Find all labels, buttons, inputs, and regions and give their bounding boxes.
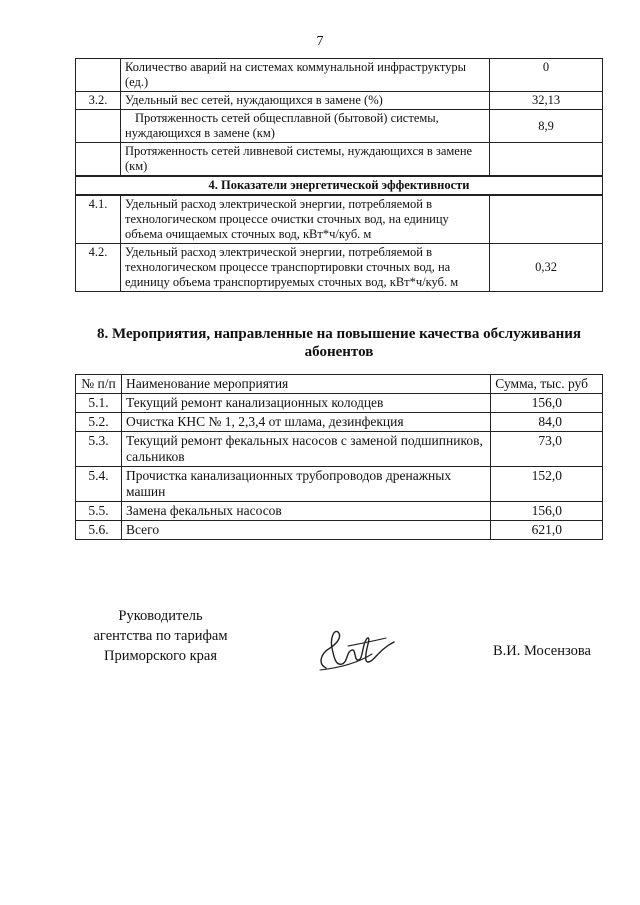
row-sum: 152,0 bbox=[491, 467, 603, 502]
row-value: 8,9 bbox=[490, 110, 603, 143]
signer-title bbox=[78, 606, 243, 666]
table-row bbox=[76, 195, 603, 244]
row-number bbox=[76, 59, 121, 92]
header-sum: Сумма, тыс. руб bbox=[491, 375, 603, 394]
row-value bbox=[490, 143, 603, 177]
page-number: 7 bbox=[316, 34, 324, 49]
row-number: 4.1. bbox=[76, 195, 121, 244]
row-number: 5.5. bbox=[76, 502, 122, 521]
table-header-row bbox=[76, 375, 603, 394]
row-sum: 156,0 bbox=[491, 502, 603, 521]
table-row bbox=[76, 502, 603, 521]
row-description: Удельный расход электрической энергии, потребляемой в технологическом процессе очистки сточных вод, на единицу объема очищаемых сточных вод, кВт*ч/куб. м bbox=[121, 195, 490, 244]
header-name: Наименование мероприятия bbox=[122, 375, 491, 394]
row-number bbox=[76, 110, 121, 143]
row-name: Прочистка канализационных трубопроводов дренажных машин bbox=[122, 467, 491, 502]
table-row bbox=[76, 59, 603, 92]
row-value bbox=[490, 195, 603, 244]
row-name: Текущий ремонт канализационных колодцев bbox=[122, 394, 491, 413]
row-description: Протяженность сетей общесплавной (бытовой) системы, нуждающихся в замене (км) bbox=[121, 110, 490, 143]
row-number: 5.3. bbox=[76, 432, 122, 467]
row-number: 5.2. bbox=[76, 413, 122, 432]
handwritten-signature-icon bbox=[308, 624, 403, 684]
table-row bbox=[76, 413, 603, 432]
signature-drawing bbox=[308, 624, 403, 679]
signer-title-line: агентства по тарифам bbox=[93, 628, 228, 644]
indicators-table bbox=[75, 58, 603, 292]
row-value: 32,13 bbox=[490, 92, 603, 110]
row-name: Замена фекальных насосов bbox=[122, 502, 491, 521]
table-row bbox=[76, 92, 603, 110]
table-row bbox=[76, 467, 603, 502]
table-row bbox=[76, 521, 603, 540]
table-row bbox=[76, 432, 603, 467]
table-row bbox=[76, 394, 603, 413]
row-description: Протяженность сетей ливневой системы, нуждающихся в замене (км) bbox=[121, 143, 490, 177]
row-number: 4.2. bbox=[76, 244, 121, 292]
section-heading: 4. Показатели энергетической эффективности bbox=[76, 176, 603, 195]
row-name: Текущий ремонт фекальных насосов с заменой подшипников, сальников bbox=[122, 432, 491, 467]
row-value: 0 bbox=[490, 59, 603, 92]
row-number bbox=[76, 143, 121, 177]
signer-title-line: Руководитель bbox=[118, 608, 203, 624]
row-value: 0,32 bbox=[490, 244, 603, 292]
measures-table bbox=[75, 374, 603, 540]
signer-name: В.И. Мосензова bbox=[493, 643, 591, 659]
row-name: Всего bbox=[122, 521, 491, 540]
row-number: 3.2. bbox=[76, 92, 121, 110]
section-heading-row bbox=[76, 176, 603, 195]
header-number: № п/п bbox=[76, 375, 122, 394]
signer-title-line: Приморского края bbox=[103, 648, 217, 664]
row-number: 5.6. bbox=[76, 521, 122, 540]
row-sum: 73,0 bbox=[491, 432, 603, 467]
row-description: Удельный расход электрической энергии, потребляемой в технологическом процессе транспортировки сточных вод, на единицу объема транспортируемых сточных вод, кВт*ч/куб. м bbox=[121, 244, 490, 292]
table-row bbox=[76, 244, 603, 292]
row-number: 5.4. bbox=[76, 467, 122, 502]
table-row bbox=[76, 110, 603, 143]
table-row bbox=[76, 143, 603, 177]
row-sum: 621,0 bbox=[491, 521, 603, 540]
row-number: 5.1. bbox=[76, 394, 122, 413]
row-description: Удельный вес сетей, нуждающихся в замене (%) bbox=[121, 92, 490, 110]
row-name: Очистка КНС № 1, 2,3,4 от шлама, дезинфекция bbox=[122, 413, 491, 432]
section-8-title: 8. Мероприятия, направленные на повышение качества обслуживания абонентов bbox=[96, 326, 581, 360]
row-sum: 84,0 bbox=[491, 413, 603, 432]
row-description: Количество аварий на системах коммунальной инфраструктуры (ед.) bbox=[121, 59, 490, 92]
row-sum: 156,0 bbox=[491, 394, 603, 413]
